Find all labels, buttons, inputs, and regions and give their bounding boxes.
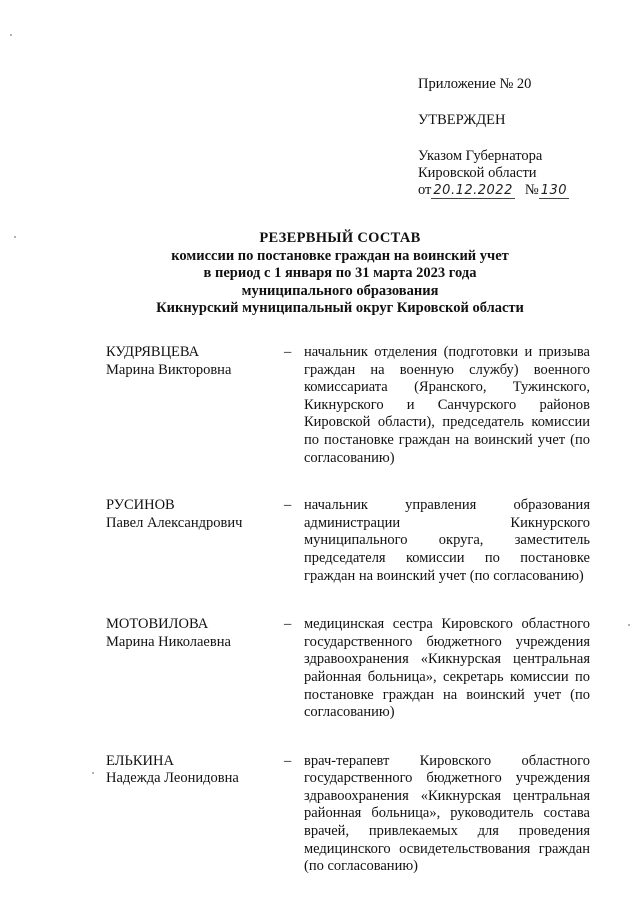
decree-line-1: Указом Губернатора xyxy=(418,148,543,164)
member-name xyxy=(106,616,284,651)
handwritten-number: 130 xyxy=(540,183,568,198)
handwritten-date: 20.12.2022 xyxy=(433,183,513,198)
member-dash: – xyxy=(284,752,292,769)
approval-block xyxy=(418,76,618,199)
scan-speck xyxy=(628,624,630,626)
number-prefix: № xyxy=(524,182,539,198)
scan-speck xyxy=(10,34,12,36)
member-given-names: Марина Николаевна xyxy=(106,633,231,650)
member-entry xyxy=(106,753,590,876)
date-prefix: от xyxy=(418,182,432,198)
appendix-number: Приложение № 20 xyxy=(418,76,532,92)
member-name xyxy=(106,344,284,379)
member-surname: РУСИНОВ xyxy=(106,497,175,514)
title-line-4: муниципального образования xyxy=(241,282,439,299)
member-surname: ЕЛЬКИНА xyxy=(106,752,174,769)
title-line-2: комиссии по постановке граждан на воинский учет xyxy=(171,247,509,264)
member-dash: – xyxy=(284,616,292,633)
member-entry xyxy=(106,497,590,585)
member-role: начальник управления образования администрации Кикнурского муниципального округа, заместитель председателя комиссии по постановке граждан на воинский учет (по согласованию) xyxy=(304,497,590,584)
member-role: медицинская сестра Кировского областного государственного бюджетного учреждения здравоохранения «Кикнурская центральная районная больница», секретарь комиссии по постановке граждан на воинский учет (по согласованию) xyxy=(304,616,590,721)
member-dash: – xyxy=(284,497,292,514)
member-surname: КУДРЯВЦЕВА xyxy=(106,344,200,360)
document-title xyxy=(60,230,620,318)
member-given-names: Надежда Леонидовна xyxy=(106,770,239,787)
decree-line-2: Кировской области xyxy=(418,165,537,181)
member-surname: МОТОВИЛОВА xyxy=(106,616,209,633)
members-list xyxy=(106,344,590,876)
member-name xyxy=(106,497,284,532)
member-name xyxy=(106,753,284,788)
scan-speck xyxy=(14,236,16,238)
member-dash: – xyxy=(284,344,292,360)
decree-date-line xyxy=(418,182,618,199)
title-line-5: Кикнурский муниципальный округ Кировской области xyxy=(156,300,524,316)
member-entry xyxy=(106,344,590,467)
member-entry xyxy=(106,616,590,722)
scan-speck xyxy=(92,772,94,774)
title-line-1: РЕЗЕРВНЫЙ СОСТАВ xyxy=(259,230,421,246)
member-role: начальник отделения (подготовки и призыва граждан на военную службу) военного комиссариата (Яранского, Тужинского, Кикнурского и Санчурского районов Кировской области), председатель комиссии по постановке граждан на воинский учет (по согласованию) xyxy=(304,344,590,466)
member-given-names: Марина Викторовна xyxy=(106,361,232,378)
title-line-3: в период с 1 января по 31 марта 2023 года xyxy=(203,265,477,281)
approved-label: УТВЕРЖДЕН xyxy=(418,112,506,128)
member-role: врач-терапевт Кировского областного государственного бюджетного учреждения здравоохранения «Кикнурская центральная районная больница», руководитель состава врачей, привлекаемых для проведения медицинского освидетельствования граждан (по согласованию) xyxy=(304,752,590,875)
member-given-names: Павел Александрович xyxy=(106,514,243,531)
